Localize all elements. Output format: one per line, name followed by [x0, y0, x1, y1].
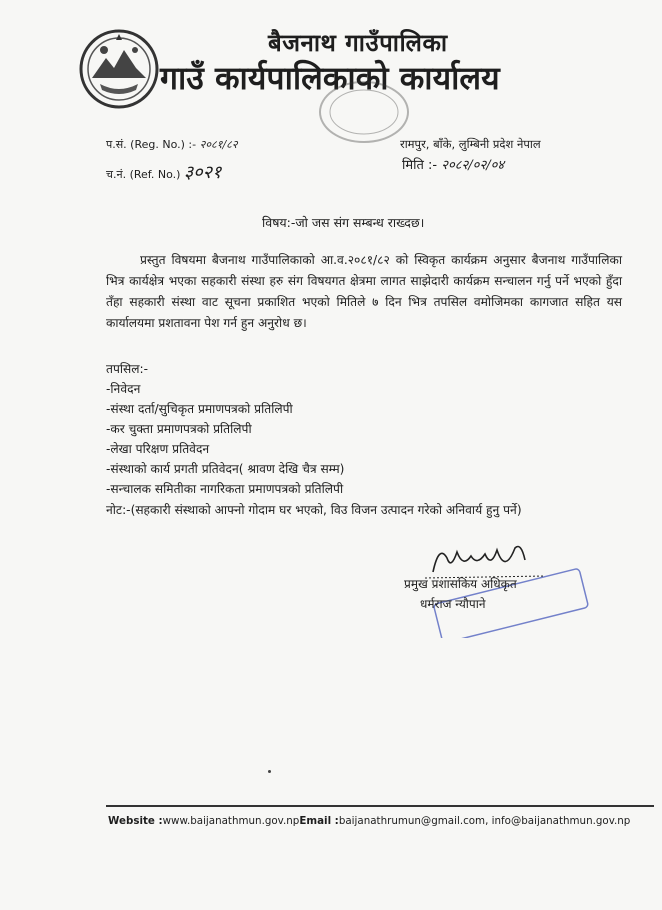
- body-paragraph: प्रस्तुत विषयमा बैजनाथ गाउँपालिकाको आ.व.२०८१/८२ को स्विकृत कार्यक्रम अनुसार बैजनाथ गाउँपालिका भित्र कार्यक्षेत्र भएका सहकारी संस्था हरु संग विषयगत क्षेत्रमा लागत साझेदारी कार्यक्रम सन्चालन गर्नु पर्ने भएको हुँदा तँहा सहकारी संस्था वाट सूचना प्रकाशित भएको मितिले ७ दिन भित्र तपसिल वमोजिमका कागजात सहित यस कार्यालयमा प्रशतावना पेश गर्न हुन अनुरोध छ।: [106, 253, 622, 330]
- reg-label: प.सं. (Reg. No.) :-: [106, 138, 197, 151]
- list-item: -कर चुक्ता प्रमाणपत्रको प्रतिलिपी: [106, 422, 252, 436]
- attachment-list: [106, 359, 344, 499]
- email-link[interactable]: baijanathrumun@gmail.com, info@baijanathmun.gov.np: [338, 815, 631, 827]
- speck: [268, 770, 271, 773]
- reg-no: [106, 137, 238, 152]
- office-seal-stamp: [318, 80, 410, 144]
- list-item: -संस्था दर्ता/सुचिकृत प्रमाणपत्रको प्रतिलिपी: [106, 402, 293, 416]
- signatory-name: धर्मराज न्यौपाने: [420, 597, 486, 611]
- note-text: नोट:-(सहकारी संस्थाको आफ्नो गोदाम घर भएको, विउ विजन उत्पादन गरेको अनिवार्य हुनु पर्ने): [106, 503, 522, 517]
- letter-body: [106, 250, 622, 334]
- subject-line: विषय:-जो जस संग सम्बन्ध राख्दछ।: [262, 215, 425, 230]
- office-title: गाउँ कार्यपालिकाको कार्यालय: [160, 59, 500, 97]
- list-item: -संस्थाको कार्य प्रगती प्रतिवेदन( श्रावण देखि चैत्र सम्म): [106, 462, 345, 476]
- website-label: Website :: [108, 815, 163, 827]
- list-item: -निवेदन: [106, 382, 141, 396]
- ref-no: [106, 160, 221, 184]
- nepal-emblem-logo: [78, 28, 160, 110]
- list-item: -सन्चालक समितीका नागरिकता प्रमाणपत्रको प्रतिलिपी: [106, 482, 344, 496]
- footer-contact: [108, 815, 630, 827]
- date-value: २०८२/०२/०४: [441, 158, 505, 173]
- reg-value: २०८१/८२: [199, 138, 238, 151]
- signatory-title: प्रमुख प्रशासकिय अधिकृत: [404, 577, 517, 591]
- office-address: रामपुर, बाँके, लुम्बिनी प्रदेश नेपाल: [400, 137, 541, 151]
- footer-divider: [106, 805, 654, 807]
- ref-label: च.नं. (Ref. No.): [106, 168, 181, 181]
- ref-value: ३०२१: [183, 162, 222, 183]
- date-line: [402, 155, 504, 173]
- list-item: -लेखा परिक्षण प्रतिवेदन: [106, 442, 210, 456]
- website-link[interactable]: www.baijanathmun.gov.np: [162, 815, 300, 827]
- date-label: मिति :-: [402, 158, 438, 173]
- municipality-name: बैजनाथ गाउँपालिका: [268, 29, 448, 57]
- email-label: Email :: [299, 815, 339, 827]
- list-heading: तपसिल:-: [106, 362, 149, 376]
